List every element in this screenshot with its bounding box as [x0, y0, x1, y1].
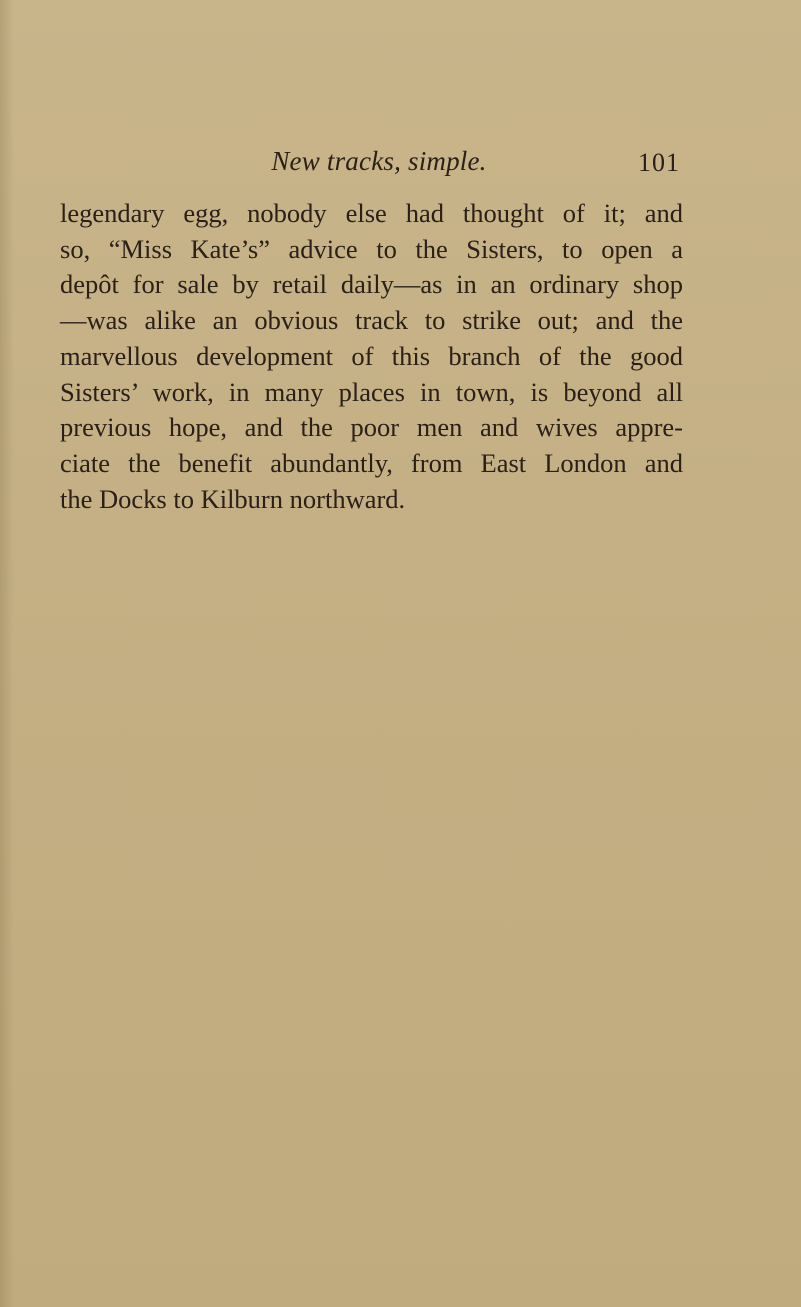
text-line: previous hope, and the poor men and wives appre-	[60, 412, 683, 443]
page-edge-shadow	[0, 0, 14, 1307]
text-line: Sisters’ work, in many places in town, is beyond all	[60, 376, 683, 407]
running-head-part-2: simple.	[407, 146, 487, 176]
page-number: 101	[638, 148, 680, 177]
text-line: ciate the benefit abundantly, from East London and	[60, 447, 683, 478]
text-line: marvellous development of this branch of the good	[60, 340, 683, 371]
text-line: so, “Miss Kate’s” advice to the Sisters, to open a	[60, 233, 683, 264]
running-head	[60, 146, 680, 177]
page-header	[60, 146, 680, 182]
text-line: the Docks to Kilburn northward.	[60, 483, 406, 514]
text-line: —was alike an obvious track to strike out; and the	[60, 305, 683, 336]
running-head-part-1: New tracks,	[271, 146, 402, 176]
body-text	[60, 196, 683, 517]
text-line: legendary egg, nobody else had thought of it; and	[60, 198, 683, 228]
text-line: depôt for sale by retail daily—as in an ordinary shop	[60, 269, 683, 300]
